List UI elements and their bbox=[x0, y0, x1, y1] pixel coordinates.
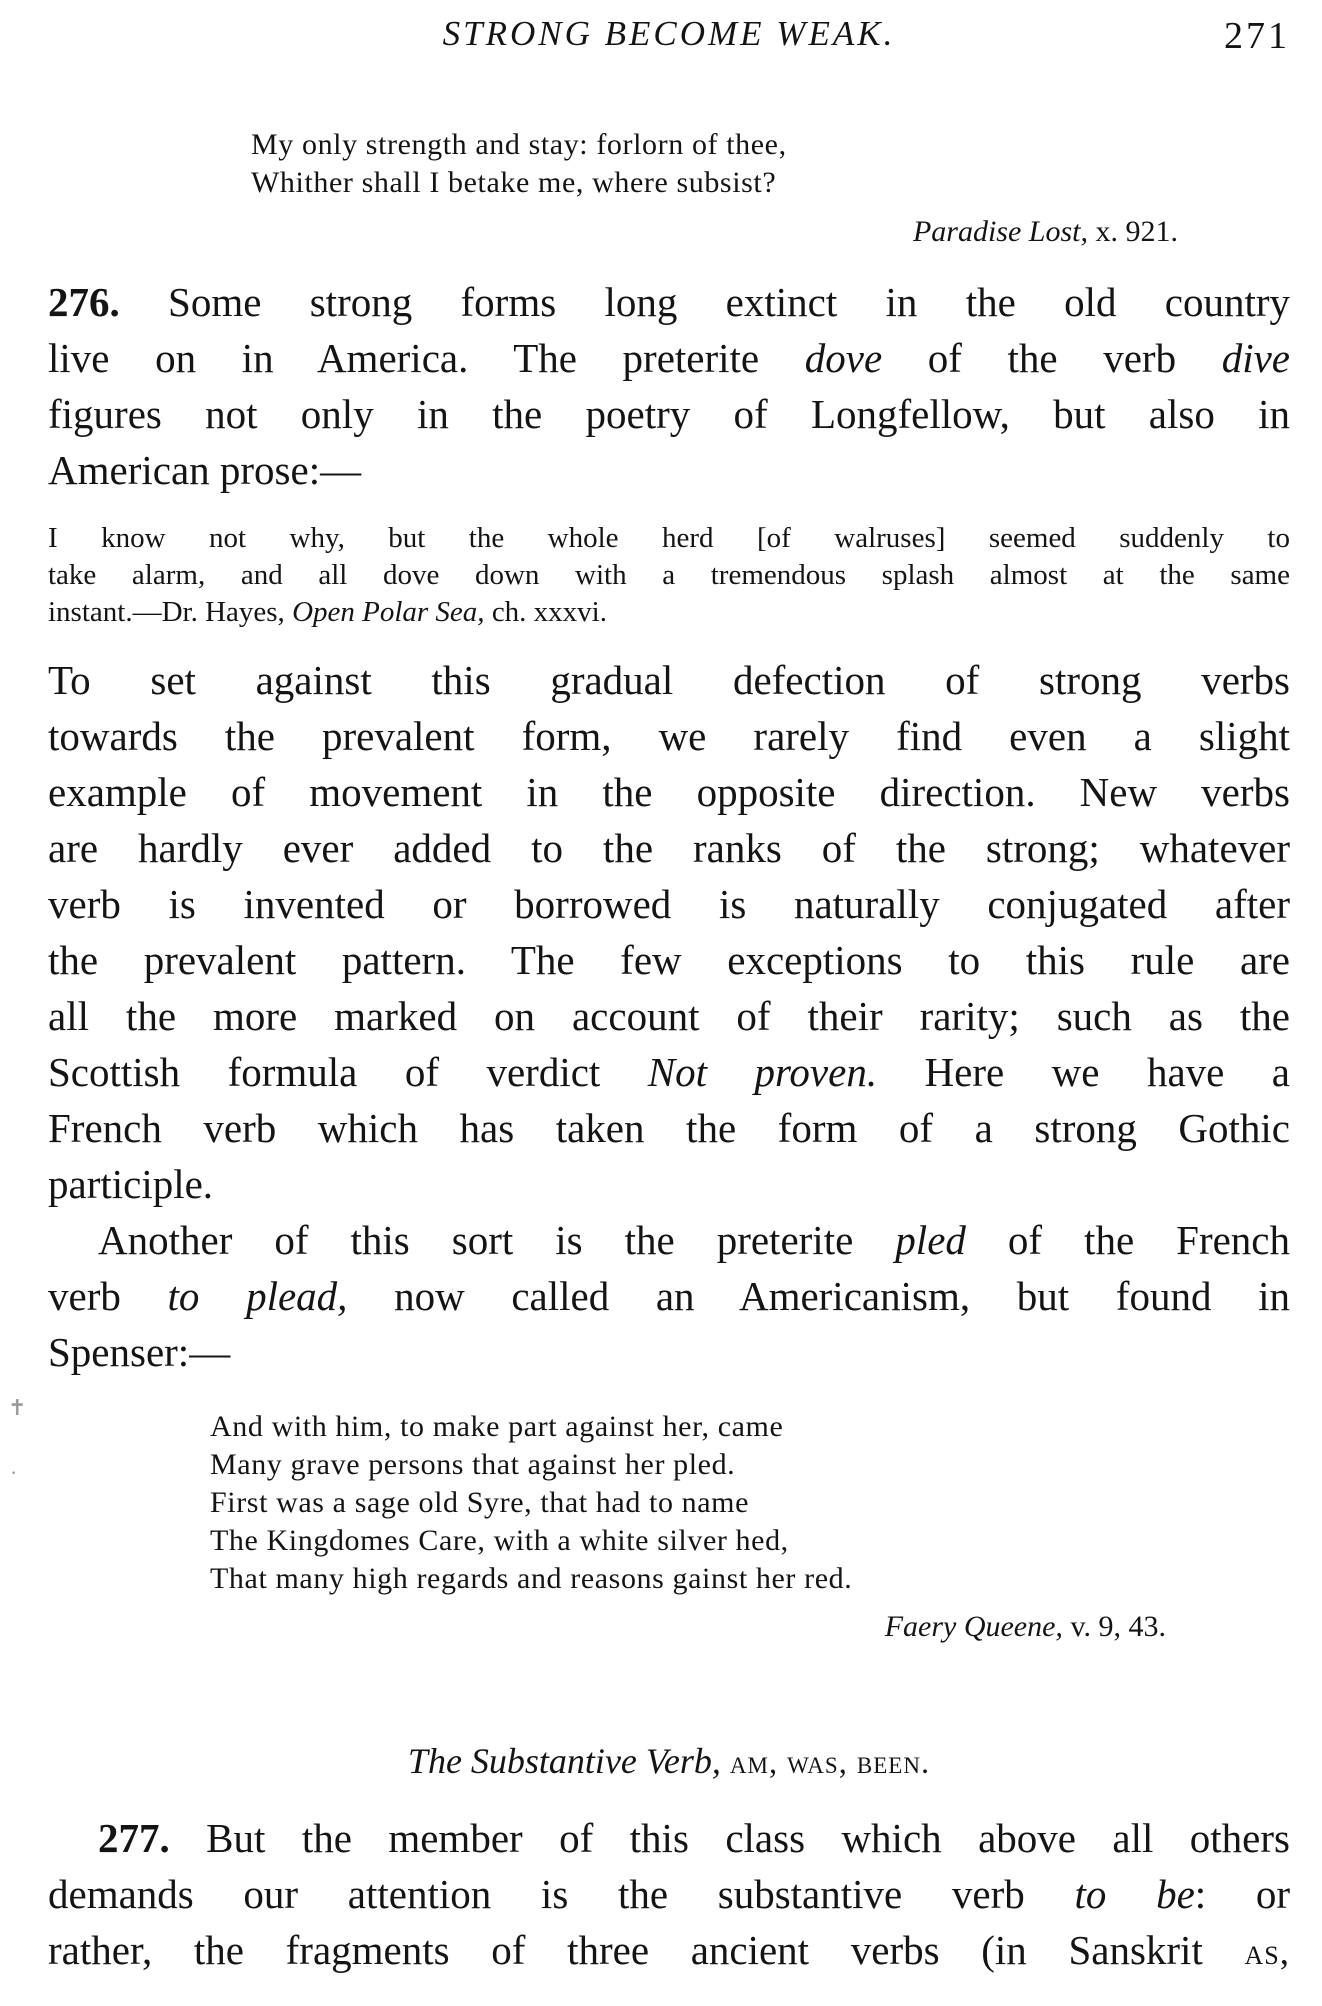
citation-ref: v. 9, 43. bbox=[1070, 1610, 1166, 1643]
verse-line: My only strength and stay: forlorn of thee, bbox=[251, 128, 787, 161]
paragraph-line: example of movement in the opposite direction. New verbs bbox=[48, 769, 1290, 815]
paragraph-line: participle. bbox=[48, 1161, 214, 1207]
paragraph-line: Spenser:— bbox=[48, 1329, 231, 1375]
running-head: STRONG BECOME WEAK. bbox=[442, 14, 896, 53]
paragraph-line: Another of this sort is the preterite pled of the French bbox=[98, 1217, 1290, 1263]
citation-ref: x. 921. bbox=[1095, 215, 1178, 248]
paragraph-line: the prevalent pattern. The few exceptions to this rule are bbox=[48, 937, 1290, 983]
margin-mark: · bbox=[10, 1460, 18, 1485]
quote-hayes-line: take alarm, and all dove down with a tremendous splash almost at the same bbox=[48, 559, 1290, 591]
verse-line: Many grave persons that against her pled. bbox=[210, 1448, 736, 1481]
citation-paradise-lost bbox=[48, 215, 1178, 249]
verse-line: And with him, to make part against her, came bbox=[210, 1410, 784, 1443]
verse-line: First was a sage old Syre, that had to name bbox=[210, 1486, 750, 1519]
margin-mark: ✝ bbox=[8, 1395, 27, 1420]
paragraph-line: verb to plead, now called an Americanism, but found in bbox=[48, 1273, 1290, 1319]
quote-hayes-line: instant.—Dr. Hayes, Open Polar Sea, ch. xxxvi. bbox=[48, 596, 607, 628]
verse-line: That many high regards and reasons gainst her red. bbox=[210, 1562, 853, 1595]
section-number: 277. bbox=[98, 1815, 170, 1861]
citation-title: Paradise Lost, bbox=[912, 215, 1088, 248]
verse-line: Whither shall I betake me, where subsist? bbox=[251, 166, 777, 199]
book-title: Open Polar Sea, bbox=[292, 596, 485, 628]
paragraph-line: Scottish formula of verdict Not proven. Here we have a bbox=[48, 1049, 1291, 1095]
paragraph-line: French verb which has taken the form of a strong Gothic bbox=[48, 1105, 1290, 1151]
citation-faery-queene bbox=[48, 1610, 1166, 1644]
section-number: 276. bbox=[48, 279, 120, 325]
section-277-line: 277. But the member of this class which above all others bbox=[98, 1815, 1290, 1861]
quote-hayes-line: I know not why, but the whole herd [of walruses] seemed suddenly to bbox=[48, 522, 1290, 554]
section-276-line: American prose:— bbox=[48, 447, 362, 493]
section-277-line: demands our attention is the substantive verb to be: or bbox=[48, 1871, 1291, 1917]
section-276-line: figures not only in the poetry of Longfellow, but also in bbox=[48, 391, 1290, 437]
section-276-line: 276. Some strong forms long extinct in the old country bbox=[48, 279, 1290, 325]
section-276-line: live on in America. The preterite dove of the verb dive bbox=[48, 335, 1290, 381]
page-number: 271 bbox=[1224, 15, 1290, 57]
paragraph-line: all the more marked on account of their rarity; such as the bbox=[48, 993, 1290, 1039]
paragraph-line: verb is invented or borrowed is naturally conjugated after bbox=[48, 881, 1290, 927]
paragraph-line: towards the prevalent form, we rarely find even a slight bbox=[48, 713, 1290, 759]
paragraph-line: To set against this gradual defection of strong verbs bbox=[48, 657, 1290, 703]
citation-title: Faery Queene, bbox=[884, 1610, 1063, 1643]
verse-line: The Kingdomes Care, with a white silver hed, bbox=[210, 1524, 789, 1557]
section-277-line: rather, the fragments of three ancient verbs (in Sanskrit as, bbox=[48, 1927, 1290, 1973]
section-heading: The Substantive Verb, am, was, been. bbox=[407, 1741, 931, 1781]
page-header bbox=[48, 14, 1290, 64]
paragraph-line: are hardly ever added to the ranks of the strong; whatever bbox=[48, 825, 1290, 871]
